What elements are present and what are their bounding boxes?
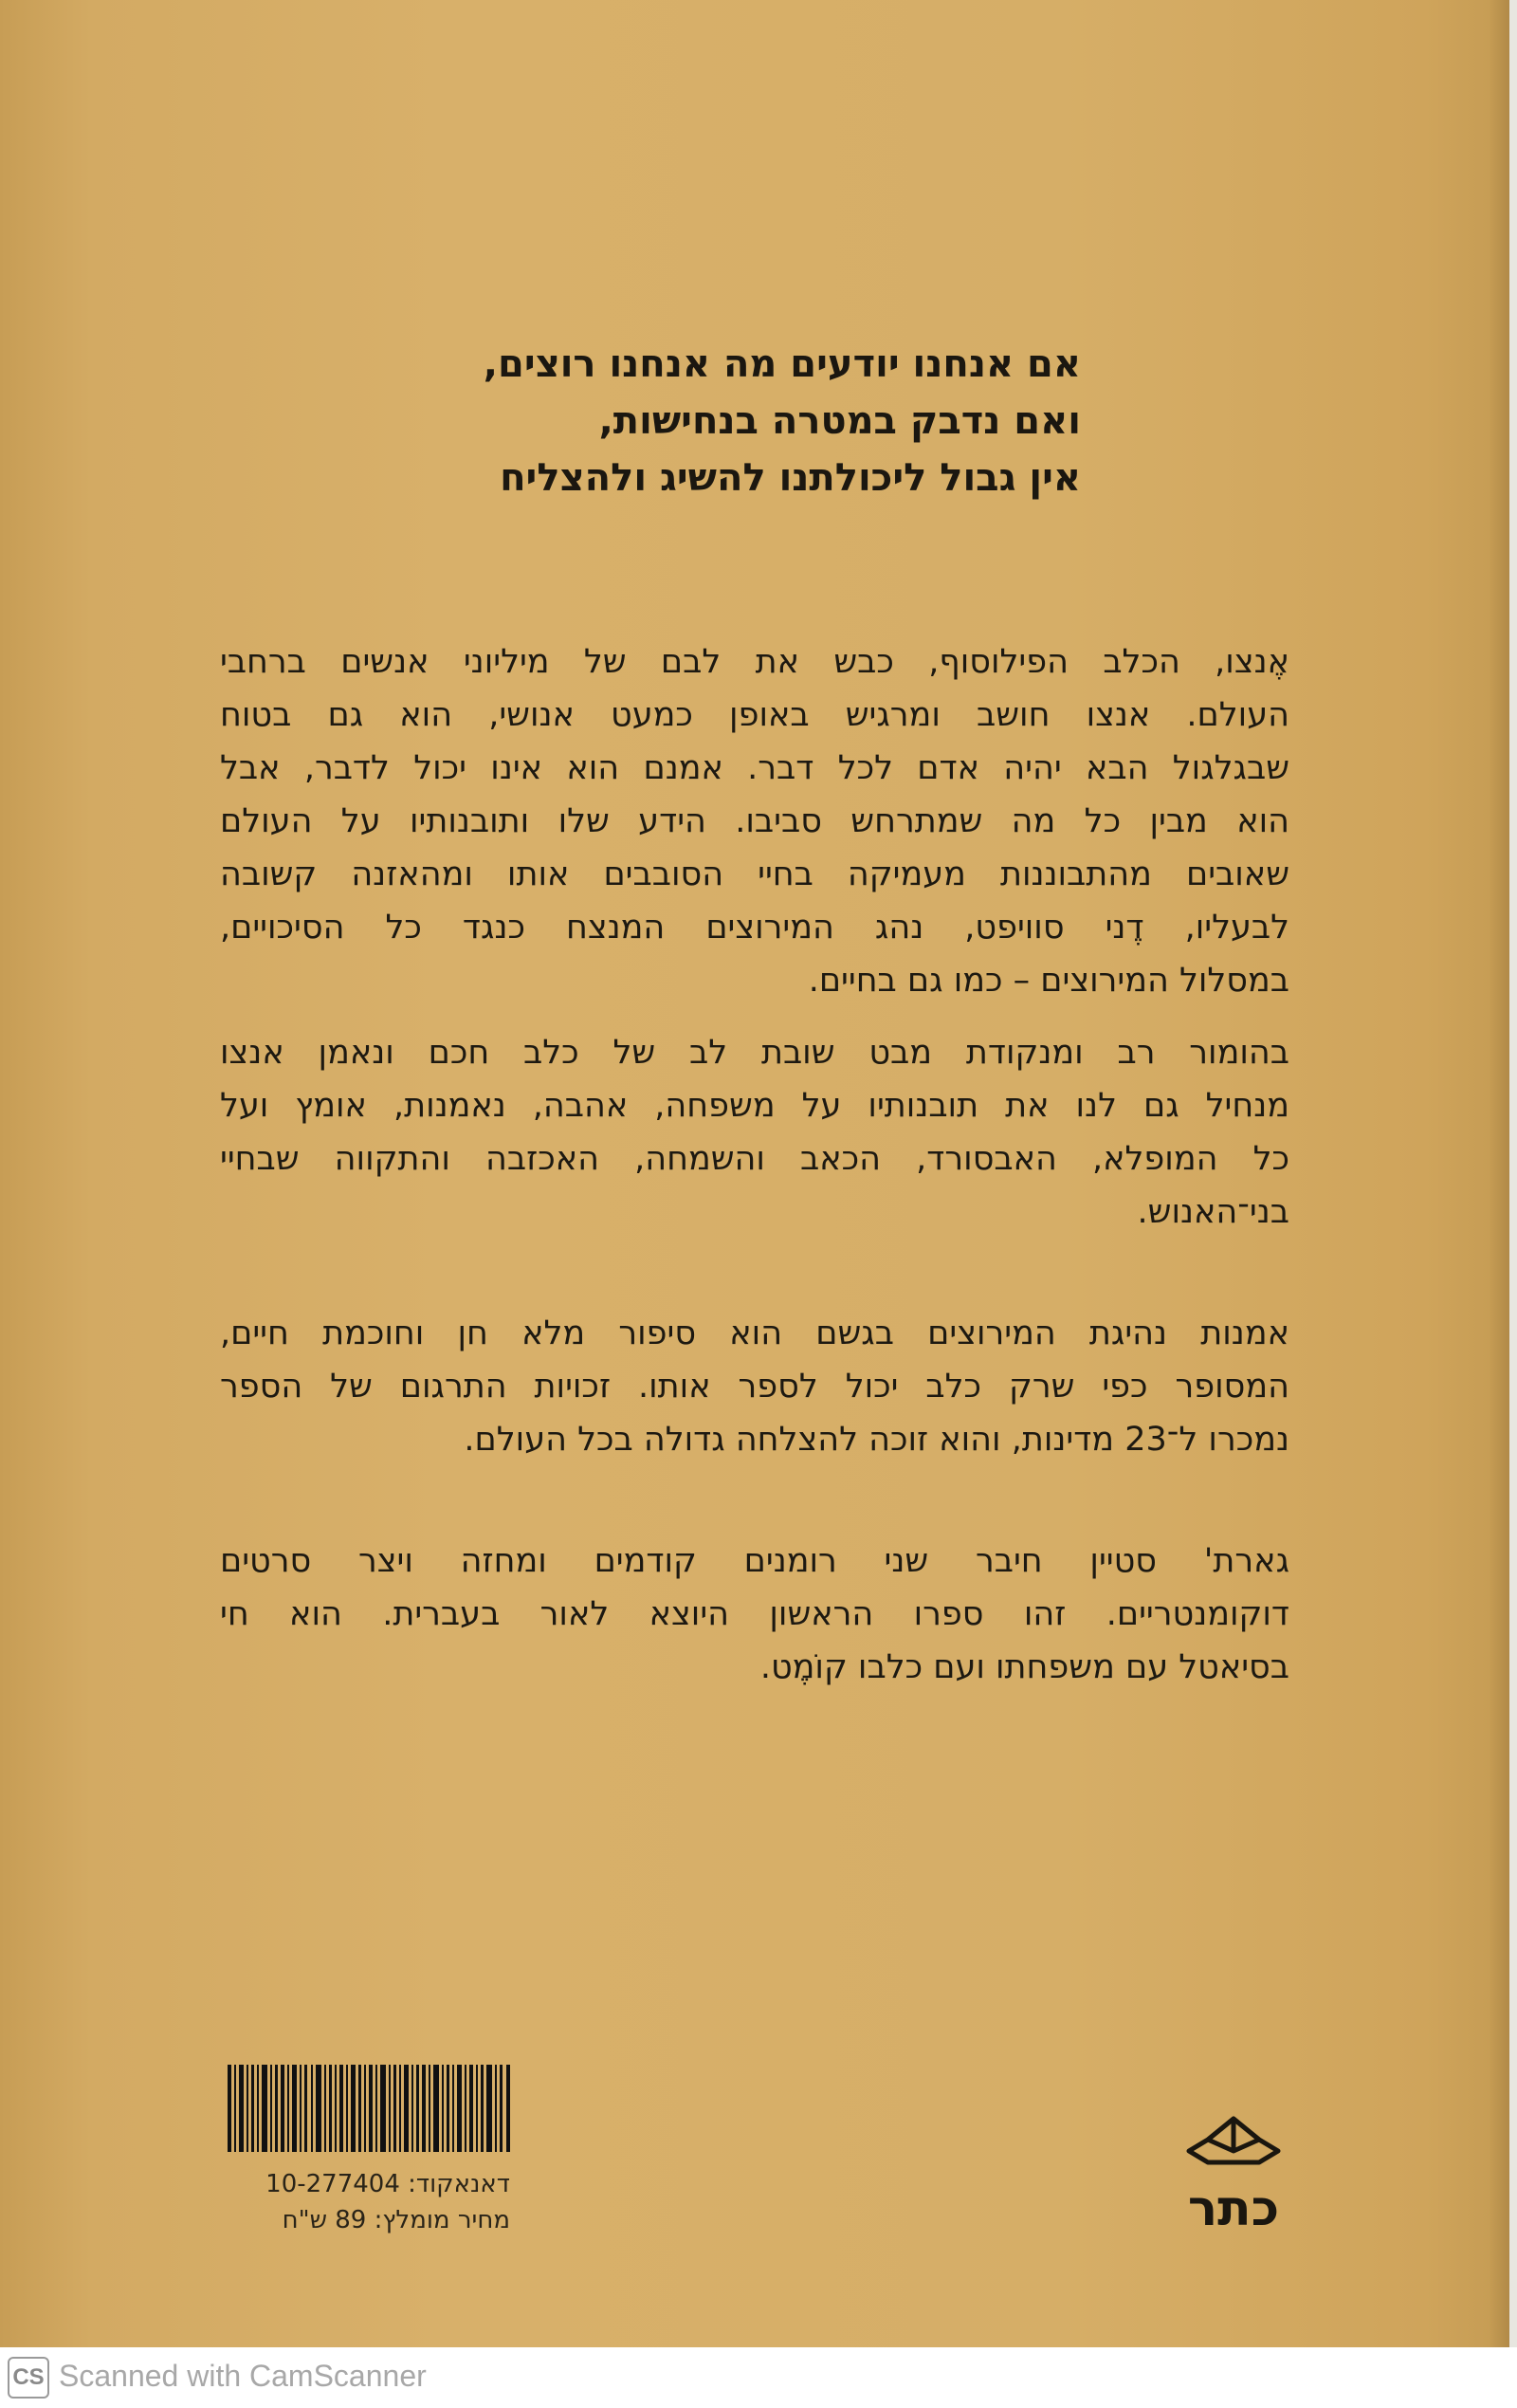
blurb-line: מנחיל גם לנו את תובנותיו על משפחה, אהבה, נאמנות, אומץ ועל (220, 1087, 1289, 1125)
blurb-line: הוא מבין כל מה שמתרחש סביבו. הידע שלו ותובנותיו על העולם (220, 802, 1289, 840)
scanner-footer (0, 2347, 1517, 2408)
blurb-line: כל המופלא, האבסורד, הכאב והשמחה, האכזבה והתקווה שבחיי (220, 1140, 1289, 1178)
blurb-paragraph-3 (220, 1307, 1289, 1466)
blurb-paragraph-1 (220, 635, 1289, 1007)
blurb-line: נמכרו ל־23 מדינות, והוא זוכה להצלחה גדולה בכל העולם. (464, 1421, 1289, 1459)
blurb-line: דוקומנטריים. זהו ספרו הראשון היוצא לאור בעברית. הוא חי (220, 1595, 1289, 1633)
tagline-line-1: אם אנחנו יודעים מה אנחנו רוצים, (483, 342, 1081, 386)
barcode (228, 2065, 512, 2152)
page-edge-strip (1509, 0, 1517, 2347)
blurb-line: בהומור רב ומנקודת מבט שובת לב של כלב חכם ונאמן אנצו (220, 1034, 1289, 1072)
author-bio-paragraph (220, 1535, 1289, 1694)
tagline-line-3: אין גבול ליכולתנו להשיג ולהצליח (500, 456, 1081, 500)
blurb-paragraph-2 (220, 1026, 1289, 1239)
camscanner-watermark: Scanned with CamScanner (59, 2359, 427, 2393)
danacode-label: דאנאקוד: 10-277404 (265, 2170, 510, 2198)
crown-icon (1189, 2119, 1278, 2162)
price-label: מחיר מומלץ: 89 ש"ח (282, 2206, 510, 2234)
blurb-line: המסופר כפי שרק כלב יכול לספר אותו. זכויות התרגום של הספר (220, 1368, 1289, 1406)
publisher-wordmark: כתר (1187, 2180, 1280, 2236)
blurb-line: שאובים מהתבוננות מעמיקה בחיי הסובבים אותו ומהאזנה קשובה (220, 855, 1289, 893)
publisher-logo (1181, 2113, 1286, 2236)
tagline-line-2: ואם נדבק במטרה בנחישות, (598, 399, 1081, 443)
blurb-line: בני־האנוש. (1137, 1193, 1289, 1231)
blurb-line: אֶנצו, הכלב הפילוסוף, כבש את לבם של מיליוני אנשים ברחבי (220, 643, 1289, 681)
blurb-line: במסלול המירוצים – כמו גם בחיים. (808, 962, 1289, 1000)
camscanner-icon: CS (8, 2357, 49, 2399)
blurb-line: אמנות נהיגת המירוצים בגשם הוא סיפור מלא חן וחוכמת חיים, (220, 1314, 1289, 1352)
blurb-line: העולם. אנצו חושב ומרגיש באופן כמעט אנושי, הוא גם בטוח (220, 696, 1289, 734)
blurb-line: גארת' סטיין חיבר שני רומנים קודמים ומחזה ויצר סרטים (220, 1542, 1289, 1580)
blurb-line: שבגלגול הבא יהיה אדם לכל דבר. אמנם הוא אינו יכול לדבר, אבל (220, 749, 1289, 787)
blurb-line: לבעליו, דֶני סוויפט, נהג המירוצים המנצח כנגד כל הסיכויים, (220, 909, 1289, 947)
blurb-line: בסיאטל עם משפחתו ועם כלבו קוֹמֶט. (759, 1648, 1289, 1686)
